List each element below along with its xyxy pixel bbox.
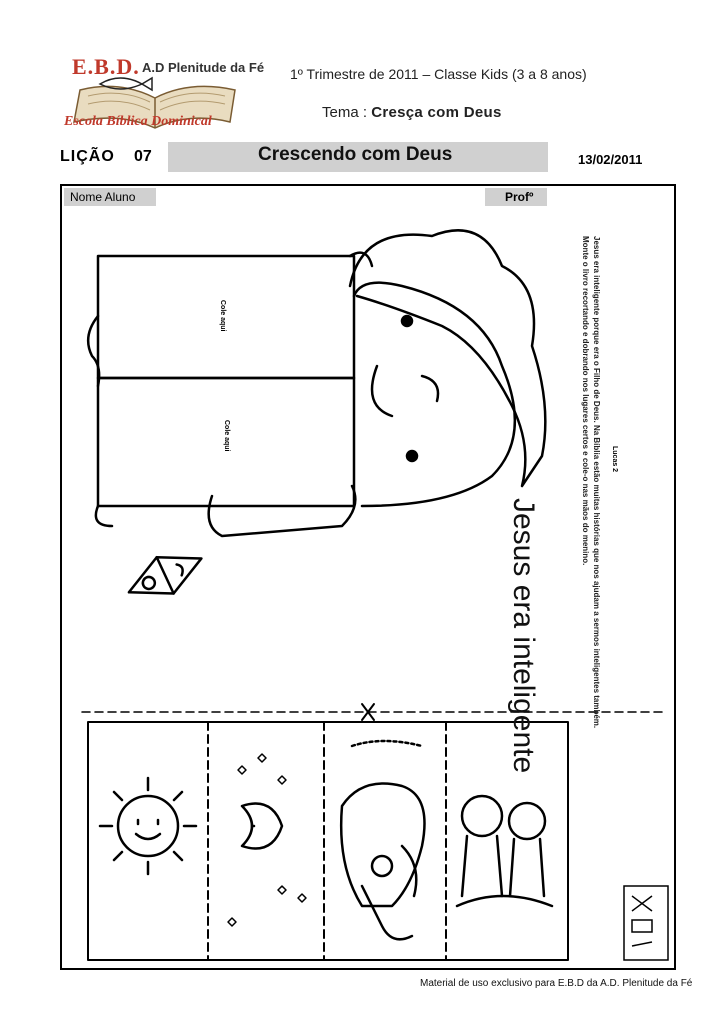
book-preview-icon: [120, 540, 209, 610]
boy-body: [209, 486, 356, 536]
boy-face: [354, 283, 515, 506]
moon-drawing: [242, 804, 282, 849]
tema-line: [322, 104, 502, 121]
footer-note: Material de uso exclusivo para E.B.D da A.D. Plenitude da Fé: [420, 978, 693, 989]
teacher-field[interactable]: Profº: [485, 188, 547, 206]
sun-drawing: [100, 778, 196, 874]
cole-aqui-label-bottom: Cole aqui: [223, 420, 230, 452]
ebd-logo: [60, 50, 265, 145]
cole-aqui-label-top: Cole aqui: [219, 300, 226, 332]
activity-description: [580, 236, 602, 728]
lesson-date: 13/02/2011: [578, 152, 643, 167]
trimestre-text: 1º Trimestre de 2011 – Classe Kids (3 a 8 anos): [290, 66, 587, 82]
boy-hair: [350, 230, 545, 486]
book-page-top: [98, 256, 354, 378]
lesson-label: LIÇÃO: [60, 148, 115, 165]
tema-value: Cresça com Deus: [371, 104, 502, 121]
activity-text-line-1: Jesus era inteligente porque era o Filho de Deus. Na Bíblia estão muitas histórias que nos ajudam a sermos inteligentes também.: [592, 236, 601, 729]
lesson-title: Crescendo com Deus: [258, 144, 453, 165]
logo-ebd: E.B.D.: [72, 54, 140, 79]
boy-nose: [422, 376, 438, 401]
image-strip: [88, 722, 568, 960]
boy-eye-left: [402, 316, 412, 326]
bible-reference: Lucas 2: [611, 446, 618, 473]
activity-text-line-2: Monte o livro recortando e dobrando nos lugares certos e cole-o nas mãos do menino.: [581, 236, 590, 566]
lesson-number: 07: [134, 148, 152, 165]
stars-drawing: [228, 754, 306, 926]
boy-eye-right: [407, 451, 417, 461]
tema-label: Tema :: [322, 104, 368, 121]
logo-org-name: A.D Plenitude da Fé: [142, 60, 265, 75]
activity-title: Jesus era inteligente: [507, 498, 540, 774]
boy-hand-right: [96, 506, 112, 526]
logo-school-name: Escola Bíblica Dominical: [64, 114, 212, 129]
boy-mouth: [372, 366, 392, 416]
instructions-icon-box: [624, 886, 668, 960]
animals-drawing: [341, 741, 424, 939]
student-name-field[interactable]: Nome Aluno: [64, 188, 156, 206]
people-drawing: [457, 796, 552, 906]
